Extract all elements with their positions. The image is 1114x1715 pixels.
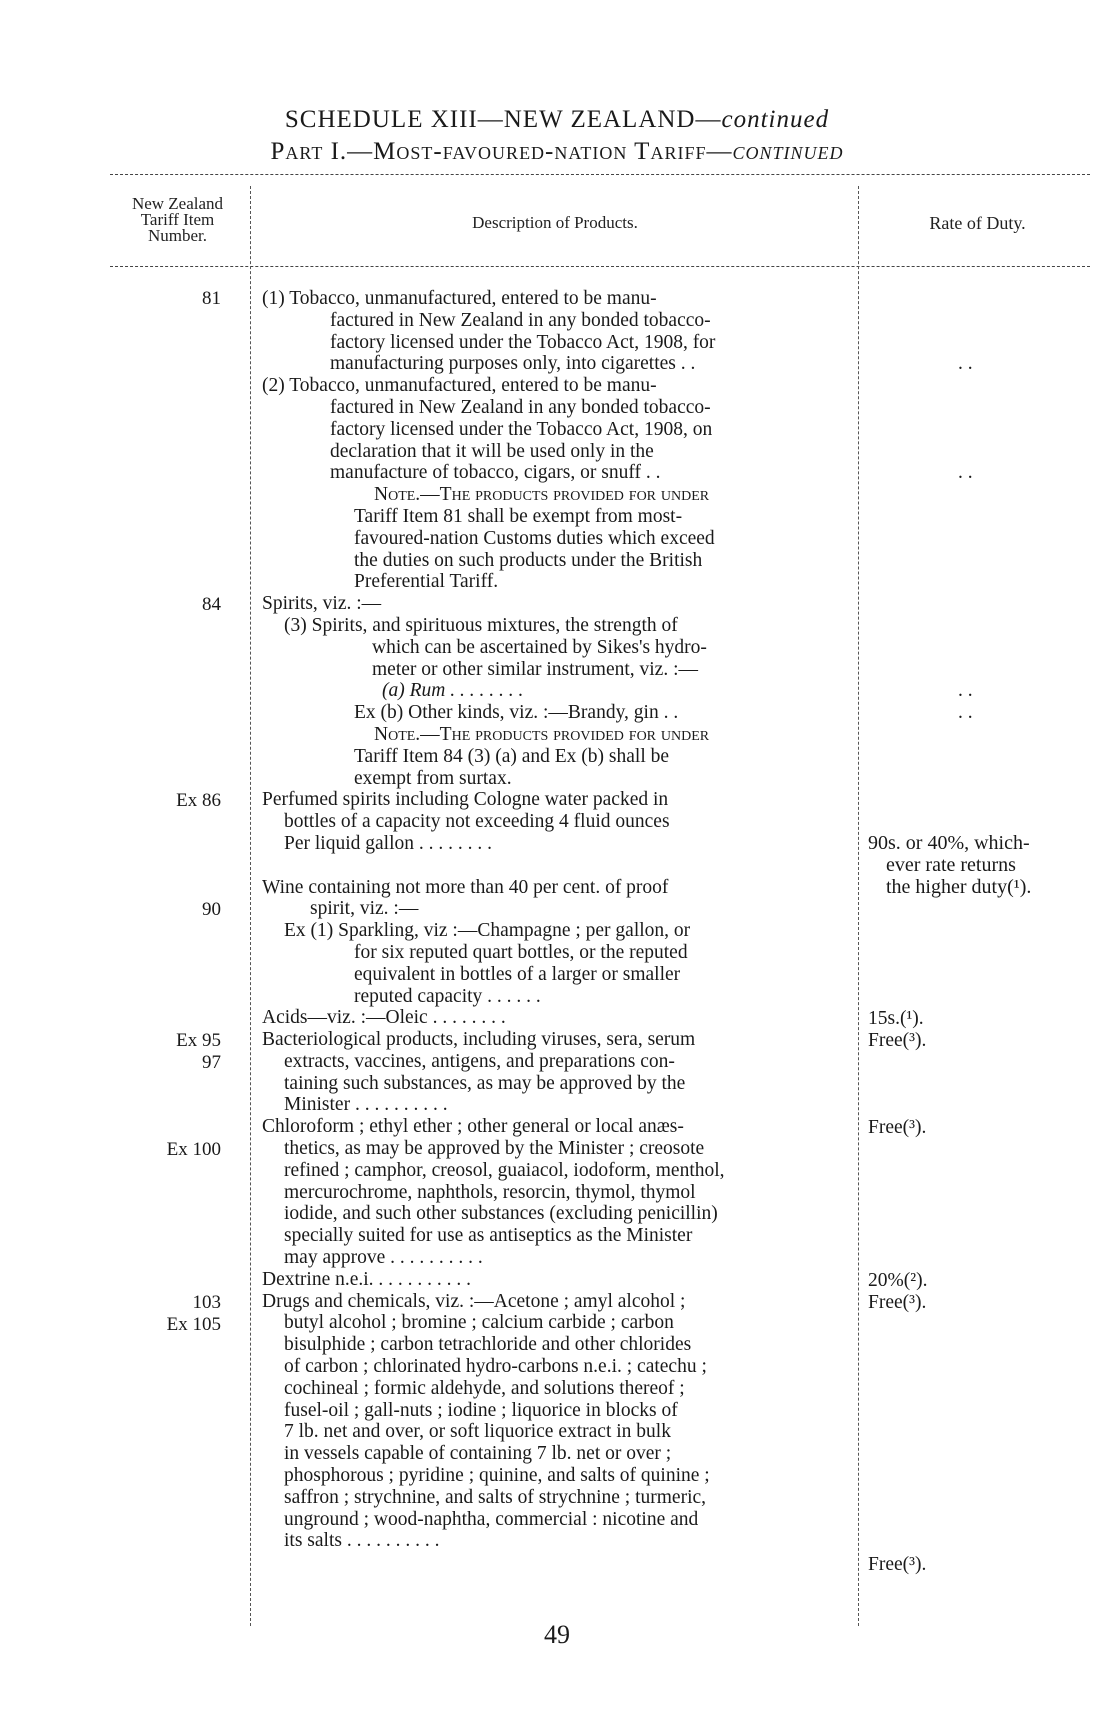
rate-value: . . <box>958 353 973 374</box>
column-header-rate: Rate of Duty. <box>929 213 1026 233</box>
rate-value: Free(³). <box>868 1117 927 1138</box>
rate-line: 90s. or 40%, which- <box>868 832 1030 854</box>
text-line: for six reputed quart bottles, or the reputed <box>354 941 688 963</box>
text-line: in vessels capable of containing 7 lb. net or over ; <box>284 1443 672 1465</box>
text-line: manufacture of tobacco, cigars, or snuff . . <box>330 462 661 484</box>
rate-value: Free(³). <box>868 1030 927 1051</box>
rate-value: 15s.(¹). <box>868 1008 924 1029</box>
text-line: refined ; camphor, creosol, guaiacol, iodoform, menthol, <box>284 1159 725 1181</box>
column-header-item-number <box>110 196 245 244</box>
item-number: 81 <box>202 288 221 309</box>
item-number: 84 <box>202 594 221 615</box>
text-line: meter or other similar instrument, viz. :— <box>372 658 699 680</box>
item-number: 97 <box>202 1052 221 1073</box>
text-line: its salts . . . . . . . . . . <box>284 1530 440 1552</box>
schedule-title <box>0 106 1114 134</box>
text-line: declaration that it will be used only in the <box>330 440 654 462</box>
note-line: Note.—The products provided for under <box>374 723 710 745</box>
rate-value: Free(³). <box>868 1554 927 1575</box>
part-title <box>0 138 1114 166</box>
note-line: Tariff Item 81 shall be exempt from most- <box>354 505 683 527</box>
text-line: Perfumed spirits including Cologne water packed in <box>262 789 669 811</box>
text-line: factory licensed under the Tobacco Act, 1908, for <box>330 331 716 353</box>
text-line: butyl alcohol ; bromine ; calcium carbide ; carbon <box>284 1312 674 1334</box>
text-line: (1) Tobacco, unmanufactured, entered to be manu- <box>262 288 657 309</box>
text-line: (3) Spirits, and spirituous mixtures, the strength of <box>284 614 678 636</box>
text-line: which can be ascertained by Sikes's hydro- <box>372 636 707 658</box>
note-line: Tariff Item 84 (3) (a) and Ex (b) shall be <box>354 745 670 767</box>
rate-value <box>868 833 1031 898</box>
text-line: 7 lb. net and over, or soft liquorice extract in bulk <box>284 1421 671 1443</box>
column-header-description: Description of Products. <box>472 213 638 232</box>
item-number: 103 <box>192 1292 221 1313</box>
text-line: fusel-oil ; gall-nuts ; iodine ; liquorice in blocks of <box>284 1399 678 1421</box>
text-line: may approve . . . . . . . . . . <box>284 1247 483 1269</box>
text-line: mercurochrome, naphthols, resorcin, thymol, thymol <box>284 1181 696 1203</box>
text-line: phosphorous ; pyridine ; quinine, and salts of quinine ; <box>284 1465 710 1487</box>
text-line: unground ; wood-naphtha, commercial : nicotine and <box>284 1508 699 1530</box>
schedule-continued: continued <box>721 106 830 133</box>
rate-value: . . <box>958 702 973 723</box>
text-line: Ex (1) Sparkling, viz :—Champagne ; per gallon, or <box>284 920 691 942</box>
table-top-rule <box>110 174 1090 175</box>
text-line: cochineal ; formic aldehyde, and solutions thereof ; <box>284 1377 685 1399</box>
rate-value: 20%(²). <box>868 1270 928 1291</box>
text-line: thetics, as may be approved by the Minister ; creosote <box>284 1138 705 1160</box>
note-line: favoured-nation Customs duties which exceed <box>354 527 715 549</box>
header-line: New Zealand <box>131 194 224 213</box>
column-divider-right <box>858 186 859 1626</box>
text-line: (a) Rum . . . . . . . . <box>382 680 524 702</box>
text-line: equivalent in bottles of a larger or smaller <box>354 963 681 985</box>
text-line: factory licensed under the Tobacco Act, 1908, on <box>330 418 713 440</box>
text-line: manufacturing purposes only, into cigarettes . . <box>330 353 696 375</box>
text-line: factured in New Zealand in any bonded tobacco- <box>330 309 711 331</box>
rate-line: ever rate returns <box>886 853 1016 876</box>
text-line: Ex (b) Other kinds, viz. :—Brandy, gin . . <box>354 702 679 724</box>
text-line: specially suited for use as antiseptics as the Minister <box>284 1225 693 1247</box>
part-title-text: Part I.—Most-favoured-nation Tariff— <box>270 138 733 165</box>
schedule-title-text: SCHEDULE XIII—NEW ZEALAND— <box>284 106 722 133</box>
note-line: Note.—The products provided for under <box>374 484 710 506</box>
text-line: factured in New Zealand in any bonded tobacco- <box>330 396 711 418</box>
rate-line: the higher duty(¹). <box>886 875 1032 898</box>
text-line: iodide, and such other substances (excluding penicillin) <box>284 1203 718 1225</box>
header-line: Tariff Item <box>140 210 215 229</box>
item-number: Ex 86 <box>176 790 221 811</box>
text-line: Drugs and chemicals, viz. :—Acetone ; amyl alcohol ; <box>262 1290 686 1312</box>
rate-value: . . <box>958 462 973 483</box>
text-line: (2) Tobacco, unmanufactured, entered to be manu- <box>262 375 657 397</box>
header-bottom-rule <box>110 266 1090 267</box>
text-line: of carbon ; chlorinated hydro-carbons n.e.i. ; catechu ; <box>284 1356 707 1378</box>
text-line: spirit, viz. :— <box>310 898 419 920</box>
note-line: exempt from surtax. <box>354 767 512 789</box>
text-line: Wine containing not more than 40 per cent. of proof <box>262 876 669 898</box>
item-number: Ex 105 <box>166 1314 221 1335</box>
item-number: Ex 100 <box>166 1139 221 1160</box>
text-line: bisulphide ; carbon tetrachloride and other chlorides <box>284 1334 692 1356</box>
note-line: Preferential Tariff. <box>354 571 499 593</box>
text-line: Spirits, viz. :— <box>262 593 382 615</box>
rate-value: . . <box>958 680 973 701</box>
text-line: Chloroform ; ethyl ether ; other general or local anæs- <box>262 1116 684 1138</box>
note-line: the duties on such products under the British <box>354 549 703 571</box>
text-line: bottles of a capacity not exceeding 4 fluid ounces <box>284 811 670 833</box>
header-line: Number. <box>147 226 208 245</box>
text-line: Dextrine n.e.i. . . . . . . . . . . <box>262 1268 472 1290</box>
part-continued: continued <box>732 138 844 165</box>
text-line: reputed capacity . . . . . . <box>354 985 541 1007</box>
page-number: 49 <box>544 1620 570 1649</box>
spacer <box>262 855 842 877</box>
description-column <box>262 288 842 1552</box>
item-number: 90 <box>202 899 221 920</box>
text-line: taining such substances, as may be approved by the <box>284 1072 686 1094</box>
text-line: Acids—viz. :—Oleic . . . . . . . . <box>262 1007 506 1029</box>
rate-value: Free(³). <box>868 1292 927 1313</box>
text-line: saffron ; strychnine, and salts of strychnine ; turmeric, <box>284 1486 707 1508</box>
text-line: Per liquid gallon . . . . . . . . <box>284 832 492 854</box>
text-line: extracts, vaccines, antigens, and preparations con- <box>284 1050 675 1072</box>
text-line: Minister . . . . . . . . . . <box>284 1094 448 1116</box>
text-line: Bacteriological products, including viruses, sera, serum <box>262 1029 696 1051</box>
item-number: Ex 95 <box>176 1030 221 1051</box>
column-divider-left <box>250 186 251 1626</box>
